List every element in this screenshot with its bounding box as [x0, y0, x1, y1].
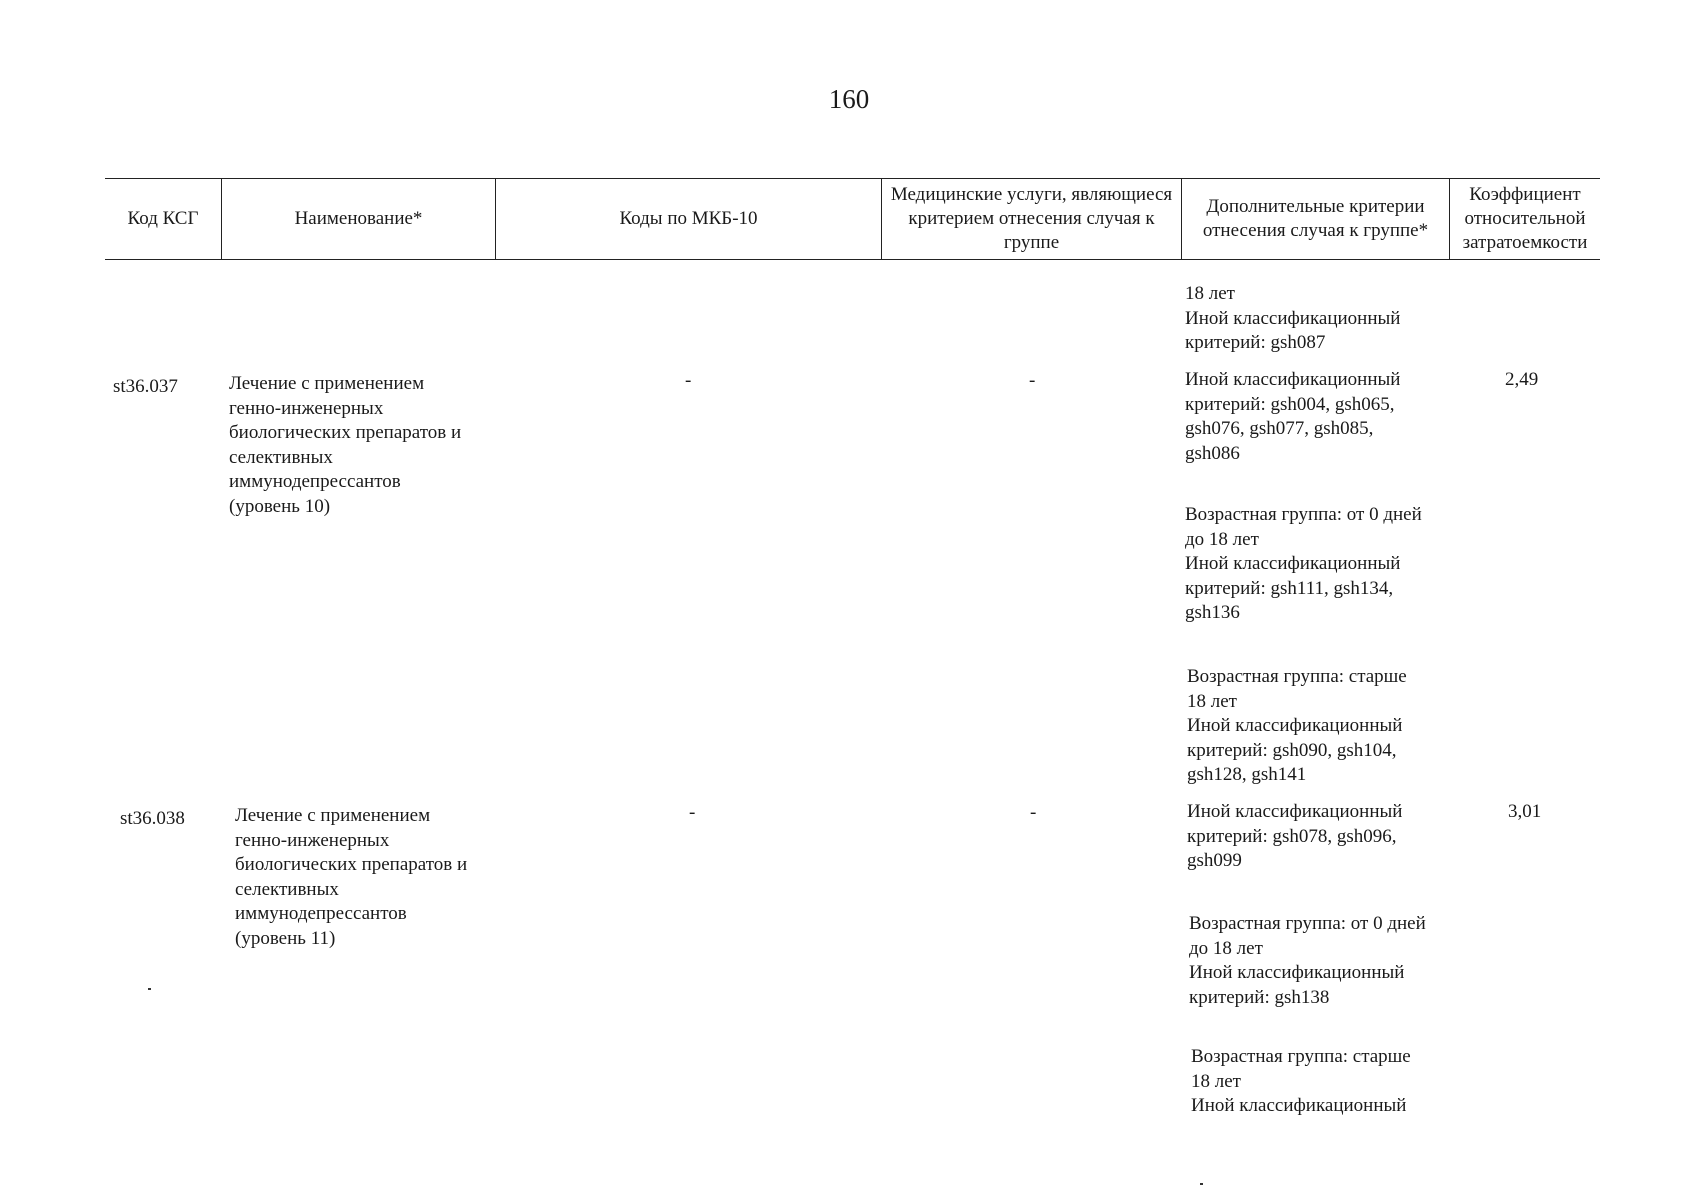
criteria-continuation: 18 лет Иной классификационный критерий: gsh087: [1185, 283, 1401, 353]
row-icd: -: [685, 370, 692, 391]
ksg-table: [105, 178, 1600, 260]
row-name: Лечение с применением генно-инженерных биологических препаратов и селективных иммунодепрессантов (уровень 10): [229, 373, 462, 517]
row-criteria: Возрастная группа: старше 18 лет Иной классификационный критерий: gsh090, gsh104, gsh128, gsh141: [1187, 666, 1407, 785]
page-number: 160: [828, 84, 870, 114]
row-coefficient: 2,49: [1505, 369, 1539, 390]
table-header: [105, 178, 1600, 260]
row-coefficient: 3,01: [1508, 801, 1542, 822]
row-icd: -: [689, 802, 696, 823]
header-name: Наименование*: [222, 179, 496, 259]
row-criteria: Иной классификационный критерий: gsh078, gsh096, gsh099: [1187, 801, 1403, 871]
row-criteria: Возрастная группа: старше 18 лет Иной классификационный: [1191, 1046, 1411, 1116]
row-criteria: Возрастная группа: от 0 дней до 18 лет Иной классификационный критерий: gsh111, gsh134, gsh136: [1185, 504, 1422, 623]
header-icd: Коды по МКБ-10: [496, 179, 882, 259]
row-name: Лечение с применением генно-инженерных биологических препаратов и селективных иммунодепрессантов (уровень 11): [235, 805, 468, 949]
header-services: Медицинские услуги, являющиеся критерием отнесения случая к группе: [882, 179, 1182, 259]
row-services: -: [1030, 802, 1037, 823]
row-code: st36.038: [120, 808, 185, 829]
row-services: -: [1029, 370, 1036, 391]
row-criteria: Возрастная группа: от 0 дней до 18 лет Иной классификационный критерий: gsh138: [1189, 913, 1426, 1008]
scan-speck: [148, 988, 151, 990]
scan-speck: [1200, 1183, 1203, 1185]
header-additional-criteria: Дополнительные критерии отнесения случая к группе*: [1182, 179, 1450, 259]
header-coefficient: Коэффициент относительной затратоемкости: [1462, 184, 1588, 253]
row-criteria: Иной классификационный критерий: gsh004, gsh065, gsh076, gsh077, gsh085, gsh086: [1185, 369, 1401, 464]
row-code: st36.037: [113, 376, 178, 397]
header-code: Код КСГ: [105, 179, 222, 259]
